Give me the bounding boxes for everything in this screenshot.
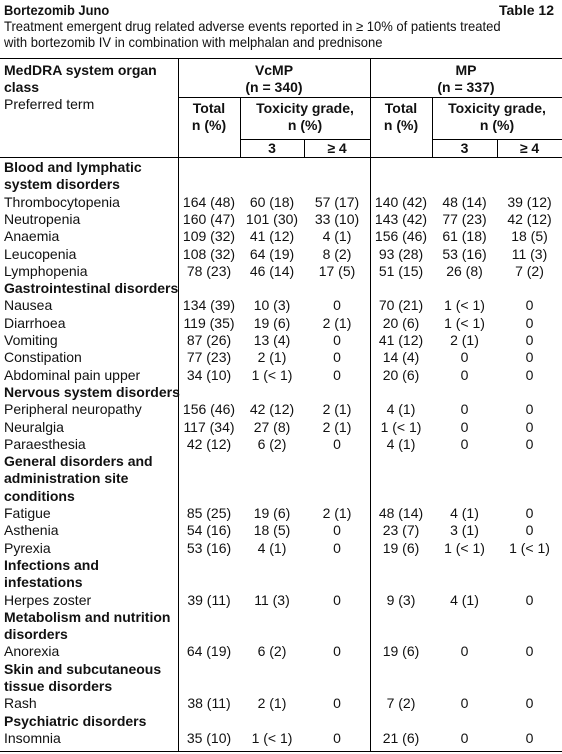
category-label: disorders	[4, 626, 68, 643]
table-cell: 0	[525, 401, 534, 418]
term-label: Peripheral neuropathy	[4, 401, 142, 418]
term-label: Pyrexia	[4, 539, 51, 556]
table-cell: 0	[333, 539, 341, 556]
table-row	[0, 315, 562, 332]
table-cell: 117 (34)	[183, 418, 235, 435]
table-caption	[4, 18, 525, 50]
table-cell: 64 (19)	[186, 643, 232, 660]
preferred-term-header: Preferred term	[4, 96, 95, 112]
table-cell: 53 (16)	[442, 245, 487, 262]
table-cell: 42 (12)	[507, 210, 552, 227]
table-cell: 0	[333, 366, 341, 383]
table-cell: 0	[525, 505, 534, 521]
table-cell: 10 (3)	[253, 297, 291, 314]
category-label: system disorders	[4, 176, 120, 193]
table-cell: 0	[333, 349, 341, 366]
table-bottom-rule	[0, 751, 562, 752]
table-cell: 19 (6)	[253, 314, 291, 331]
table-cell: 0	[460, 729, 469, 746]
table-cell: 61 (18)	[442, 228, 487, 245]
table-number: Table 12	[499, 2, 554, 18]
table-cell: 34 (10)	[186, 366, 232, 383]
category-row	[0, 574, 562, 591]
category-label: Nervous system disorders	[4, 383, 180, 400]
toxicity-header: Toxicity grade,	[448, 100, 546, 116]
grade-3-header: 3	[460, 140, 469, 156]
table-cell: 70 (21)	[378, 297, 424, 314]
category-label: Skin and subcutaneous	[4, 660, 162, 677]
table-row	[0, 194, 562, 211]
category-label: General disorders and	[4, 453, 153, 470]
document-header	[4, 2, 556, 19]
term-label: Neuralgia	[4, 418, 64, 435]
total-header: Total	[384, 100, 418, 116]
table-top-rule	[0, 58, 562, 59]
table-cell: 0	[460, 643, 469, 660]
table-row	[0, 522, 562, 539]
category-row	[0, 488, 562, 505]
table-cell: 2 (1)	[257, 695, 287, 712]
table-cell: 33 (10)	[314, 210, 360, 227]
term-label: Vomiting	[4, 332, 58, 348]
table-cell: 46 (14)	[249, 262, 295, 279]
table-cell: 41 (12)	[378, 332, 424, 348]
term-label: Neutropenia	[4, 210, 81, 227]
table-row	[0, 401, 562, 418]
total-header: n (%)	[191, 117, 227, 133]
table-cell: 57 (17)	[314, 193, 360, 210]
table-cell: 0	[525, 349, 534, 366]
table-row	[0, 419, 562, 436]
table-cell: 0	[525, 695, 534, 712]
caption-line: Treatment emergent drug related adverse events reported in ≥ 10% of patients treated	[4, 18, 501, 34]
category-label: Metabolism and nutrition	[4, 608, 171, 625]
table-cell: 0	[333, 435, 341, 452]
table-cell: 19 (6)	[382, 539, 420, 556]
term-label: Asthenia	[4, 522, 59, 539]
term-label: Thrombocytopenia	[4, 193, 120, 210]
category-row	[0, 280, 562, 297]
table-cell: 0	[333, 591, 341, 608]
table-cell: 0	[525, 366, 534, 383]
table-cell: 85 (25)	[186, 505, 232, 521]
table-cell: 20 (6)	[382, 366, 420, 383]
term-label: Insomnia	[4, 729, 61, 746]
header-divider	[178, 97, 370, 98]
table-cell: 48 (14)	[378, 505, 424, 521]
table-cell: 134 (39)	[182, 297, 236, 314]
table-cell: 0	[333, 332, 341, 348]
term-label: Diarrhoea	[4, 314, 66, 331]
table-cell: 0	[333, 643, 341, 660]
table-cell: 78 (23)	[186, 262, 232, 279]
table-cell: 18 (5)	[511, 228, 548, 245]
category-label: Infections and	[4, 556, 99, 573]
table-cell: 0	[525, 522, 534, 539]
table-cell: 42 (12)	[249, 401, 295, 418]
category-row	[0, 384, 562, 401]
mp-n: (n = 337)	[437, 79, 495, 95]
table-cell: 17 (5)	[318, 262, 356, 279]
table-cell: 19 (6)	[382, 643, 420, 660]
table-cell: 9 (3)	[386, 591, 416, 608]
term-label: Leucopenia	[4, 245, 77, 262]
table-cell: 20 (6)	[382, 314, 420, 331]
table-cell: 0	[460, 418, 469, 435]
table-cell: 93 (28)	[378, 245, 424, 262]
table-cell: 2 (1)	[322, 401, 352, 418]
table-cell: 2 (1)	[322, 314, 352, 331]
table-cell: 60 (18)	[249, 193, 295, 210]
table-cell: 108 (32)	[182, 245, 236, 262]
table-cell: 0	[460, 401, 469, 418]
table-cell: 41 (12)	[249, 228, 295, 245]
table-cell: 156 (46)	[182, 401, 236, 418]
toxicity-header: n (%)	[479, 117, 515, 133]
grade-4-header: ≥ 4	[519, 140, 540, 156]
table-cell: 0	[525, 418, 534, 435]
table-cell: 11 (3)	[511, 245, 548, 262]
grade-4-header: ≥ 4	[327, 140, 347, 156]
table-row	[0, 505, 562, 522]
table-cell: 1 (< 1)	[444, 297, 485, 314]
table-cell: 21 (6)	[382, 729, 420, 746]
term-label: Paraesthesia	[4, 435, 86, 452]
table-cell: 1 (< 1)	[251, 366, 293, 383]
table-cell: 101 (30)	[245, 210, 299, 227]
table-cell: 38 (11)	[187, 695, 231, 712]
table-cell: 4 (1)	[450, 505, 479, 521]
table-cell: 140 (42)	[374, 193, 428, 210]
table-cell: 6 (2)	[257, 643, 287, 660]
table-cell: 4 (1)	[386, 401, 416, 418]
table-row	[0, 540, 562, 557]
table-row	[0, 246, 562, 263]
table-cell: 0	[333, 297, 341, 314]
category-row	[0, 609, 562, 626]
table-cell: 2 (1)	[322, 505, 352, 521]
table-cell: 0	[525, 332, 534, 348]
table-cell: 0	[525, 314, 534, 331]
category-label: infestations	[4, 574, 83, 591]
table-cell: 42 (12)	[186, 435, 232, 452]
total-header: n (%)	[383, 117, 419, 133]
table-cell: 2 (1)	[322, 418, 352, 435]
table-cell: 4 (1)	[322, 228, 352, 245]
table-row	[0, 592, 562, 609]
table-cell: 11 (3)	[254, 591, 290, 608]
table-row	[0, 367, 562, 384]
table-cell: 6 (2)	[257, 435, 287, 452]
table-cell: 2 (1)	[450, 332, 479, 348]
category-label: administration site	[4, 470, 129, 487]
table-row	[0, 695, 562, 712]
table-row	[0, 643, 562, 660]
term-label: Anorexia	[4, 643, 60, 660]
table-cell: 1 (< 1)	[444, 314, 485, 331]
table-row	[0, 349, 562, 366]
table-cell: 64 (19)	[249, 245, 295, 262]
document-title: Bortezomib Juno	[4, 2, 110, 18]
table-cell: 109 (32)	[182, 228, 236, 245]
table-cell: 53 (16)	[186, 539, 232, 556]
table-cell: 4 (1)	[386, 435, 416, 452]
soc-header: class	[4, 79, 40, 95]
table-cell: 39 (11)	[187, 591, 231, 608]
table-cell: 19 (6)	[253, 505, 291, 521]
table-cell: 3 (1)	[450, 522, 479, 539]
table-cell: 0	[460, 349, 469, 366]
table-cell: 0	[460, 695, 469, 712]
table-cell: 160 (47)	[182, 210, 236, 227]
table-cell: 23 (7)	[382, 522, 420, 539]
table-cell: 143 (42)	[374, 210, 428, 227]
table-cell: 8 (2)	[322, 245, 352, 262]
table-cell: 4 (1)	[450, 591, 479, 608]
category-row	[0, 557, 562, 574]
table-cell: 27 (8)	[253, 418, 291, 435]
caption-line: with bortezomib IV in combination with melphalan and prednisone	[4, 34, 383, 50]
table-cell: 164 (48)	[182, 193, 236, 210]
category-row	[0, 713, 562, 730]
category-row	[0, 453, 562, 470]
category-label: Gastrointestinal disorders	[4, 280, 179, 297]
table-row	[0, 332, 562, 349]
table-cell: 0	[525, 591, 534, 608]
category-label: conditions	[4, 487, 75, 504]
term-label: Anaemia	[4, 228, 60, 245]
table-cell: 0	[525, 729, 534, 746]
table-cell: 14 (4)	[382, 349, 420, 366]
category-row	[0, 470, 562, 487]
category-label: Psychiatric disorders	[4, 712, 147, 729]
table-cell: 18 (5)	[253, 522, 291, 539]
header-bottom-rule	[0, 157, 562, 158]
category-row	[0, 661, 562, 678]
table-row	[0, 228, 562, 245]
table-cell: 1 (< 1)	[251, 729, 293, 746]
table-cell: 77 (23)	[442, 210, 487, 227]
term-label: Rash	[4, 695, 37, 712]
table-row	[0, 211, 562, 228]
table-cell: 1 (< 1)	[444, 539, 485, 556]
category-row	[0, 176, 562, 193]
table-row	[0, 297, 562, 314]
category-row	[0, 159, 562, 176]
table-cell: 35 (10)	[186, 729, 232, 746]
toxicity-header: Toxicity grade,	[256, 100, 354, 116]
table-cell: 0	[460, 435, 469, 452]
toxicity-header: n (%)	[287, 117, 323, 133]
table-cell: 13 (4)	[253, 332, 291, 348]
category-label: Blood and lymphatic	[4, 159, 142, 175]
table-row	[0, 436, 562, 453]
table-cell: 7 (2)	[386, 695, 416, 712]
vcmp-n: (n = 340)	[245, 79, 303, 95]
table-cell: 4 (1)	[257, 539, 287, 556]
table-cell: 39 (12)	[507, 193, 552, 210]
vcmp-header: VcMP	[254, 62, 294, 78]
table-cell: 1 (< 1)	[380, 418, 422, 435]
table-row	[0, 730, 562, 747]
table-cell: 0	[525, 435, 534, 452]
term-label: Nausea	[4, 297, 53, 314]
table-cell: 0	[333, 729, 341, 746]
term-label: Abdominal pain upper	[4, 366, 141, 383]
table-row	[0, 263, 562, 280]
term-label: Lymphopenia	[4, 262, 88, 279]
table-cell: 0	[525, 643, 534, 660]
table-cell: 1 (< 1)	[509, 539, 550, 556]
table-cell: 0	[460, 366, 469, 383]
header-divider	[370, 97, 562, 98]
table-cell: 0	[525, 297, 534, 314]
table-cell: 51 (15)	[378, 262, 424, 279]
table-cell: 0	[333, 522, 341, 539]
table-cell: 77 (23)	[186, 349, 232, 366]
table-cell: 156 (46)	[374, 228, 428, 245]
category-label: tissue disorders	[4, 678, 113, 694]
term-label: Herpes zoster	[4, 591, 92, 608]
category-row	[0, 626, 562, 643]
grade-3-header: 3	[268, 140, 276, 156]
table-cell: 119 (35)	[183, 314, 235, 331]
total-header: Total	[192, 100, 226, 116]
soc-header: MedDRA system organ	[4, 62, 157, 78]
table-cell: 87 (26)	[186, 332, 232, 348]
table-cell: 7 (2)	[515, 262, 544, 279]
table-cell: 54 (16)	[186, 522, 232, 539]
term-label: Constipation	[4, 349, 82, 366]
table-cell: 0	[333, 695, 341, 712]
table-cell: 2 (1)	[257, 349, 287, 366]
term-label: Fatigue	[4, 505, 51, 521]
table-cell: 26 (8)	[446, 262, 483, 279]
mp-header: MP	[455, 62, 477, 78]
table-cell: 48 (14)	[442, 193, 487, 210]
category-row	[0, 678, 562, 695]
